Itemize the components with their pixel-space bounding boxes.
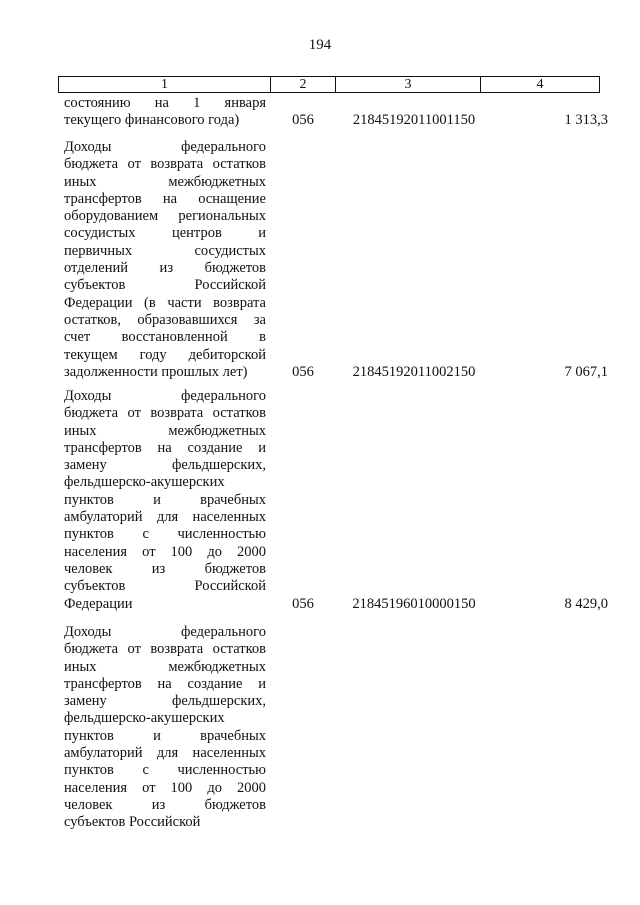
- description-line: Доходы федерального: [64, 624, 266, 640]
- table-row: [64, 139, 608, 380]
- description-line: амбулаторий для населенных: [64, 745, 266, 762]
- description-line: задолженности прошлых лет): [64, 363, 248, 380]
- column-header-2: 2: [271, 77, 336, 92]
- description-line: остатков, образовавшихся за: [64, 311, 266, 328]
- description-line: Федерации (в части возврата: [64, 294, 266, 311]
- row-description: [64, 624, 266, 832]
- row-amount: 8 429,0: [564, 595, 608, 612]
- row-budget-code: 21845192011001150: [352, 112, 476, 129]
- row-admin-code: 056: [292, 112, 314, 129]
- row-amount: 7 067,1: [564, 363, 608, 380]
- row-amount: 1 313,3: [564, 112, 608, 129]
- description-line: счет восстановленной в: [64, 329, 266, 346]
- column-header-1: 1: [59, 77, 271, 92]
- description-line: иных межбюджетных: [64, 173, 266, 190]
- description-line: иных межбюджетных: [64, 422, 266, 439]
- description-line: Доходы федерального: [64, 388, 266, 404]
- row-budget-code: 21845196010000150: [352, 595, 476, 612]
- description-line: бюджета от возврата остатков: [64, 156, 266, 173]
- description-line: субъектов Российской: [64, 814, 201, 831]
- description-line: Федерации: [64, 595, 133, 612]
- description-line: первичных сосудистых: [64, 242, 266, 259]
- description-line: состоянию на 1 января: [64, 95, 266, 111]
- description-line: пунктов и врачебных: [64, 491, 266, 508]
- description-line: оборудованием региональных: [64, 208, 266, 225]
- description-line: пунктов и врачебных: [64, 727, 266, 744]
- column-header-3: 3: [336, 77, 481, 92]
- table-row: [64, 624, 608, 831]
- table-row: [64, 95, 608, 129]
- description-line: населения от 100 до 2000: [64, 543, 266, 560]
- description-line: текущем году дебиторской: [64, 346, 266, 363]
- description-line: человек из бюджетов: [64, 796, 266, 813]
- description-line: трансфертов на создание и: [64, 675, 266, 692]
- description-line: отделений из бюджетов: [64, 260, 266, 277]
- row-admin-code: 056: [292, 595, 314, 612]
- description-line: Доходы федерального: [64, 139, 266, 155]
- row-description: [64, 139, 266, 381]
- description-line: фельдшерско-акушерских: [64, 710, 225, 727]
- table-header: [58, 76, 600, 93]
- description-line: населения от 100 до 2000: [64, 779, 266, 796]
- description-line: субъектов Российской: [64, 578, 266, 595]
- page-number: 194: [308, 37, 332, 53]
- description-line: текущего финансового года): [64, 112, 240, 129]
- description-line: трансфертов на создание и: [64, 439, 266, 456]
- description-line: бюджета от возврата остатков: [64, 641, 266, 658]
- description-line: замену фельдшерских,: [64, 693, 266, 710]
- column-header-4: 4: [536, 77, 544, 92]
- row-description: [64, 388, 266, 613]
- description-line: пунктов с численностью: [64, 526, 266, 543]
- description-line: сосудистых центров и: [64, 225, 266, 242]
- description-line: иных межбюджетных: [64, 658, 266, 675]
- row-admin-code: 056: [292, 363, 314, 380]
- description-line: субъектов Российской: [64, 277, 266, 294]
- table-row: [64, 388, 608, 612]
- description-line: амбулаторий для населенных: [64, 509, 266, 526]
- description-line: замену фельдшерских,: [64, 457, 266, 474]
- description-line: человек из бюджетов: [64, 560, 266, 577]
- row-description: [64, 95, 266, 130]
- description-line: пунктов с численностью: [64, 762, 266, 779]
- description-line: фельдшерско-акушерских: [64, 474, 225, 491]
- row-budget-code: 21845192011002150: [352, 363, 476, 380]
- description-line: бюджета от возврата остатков: [64, 405, 266, 422]
- description-line: трансфертов на оснащение: [64, 190, 266, 207]
